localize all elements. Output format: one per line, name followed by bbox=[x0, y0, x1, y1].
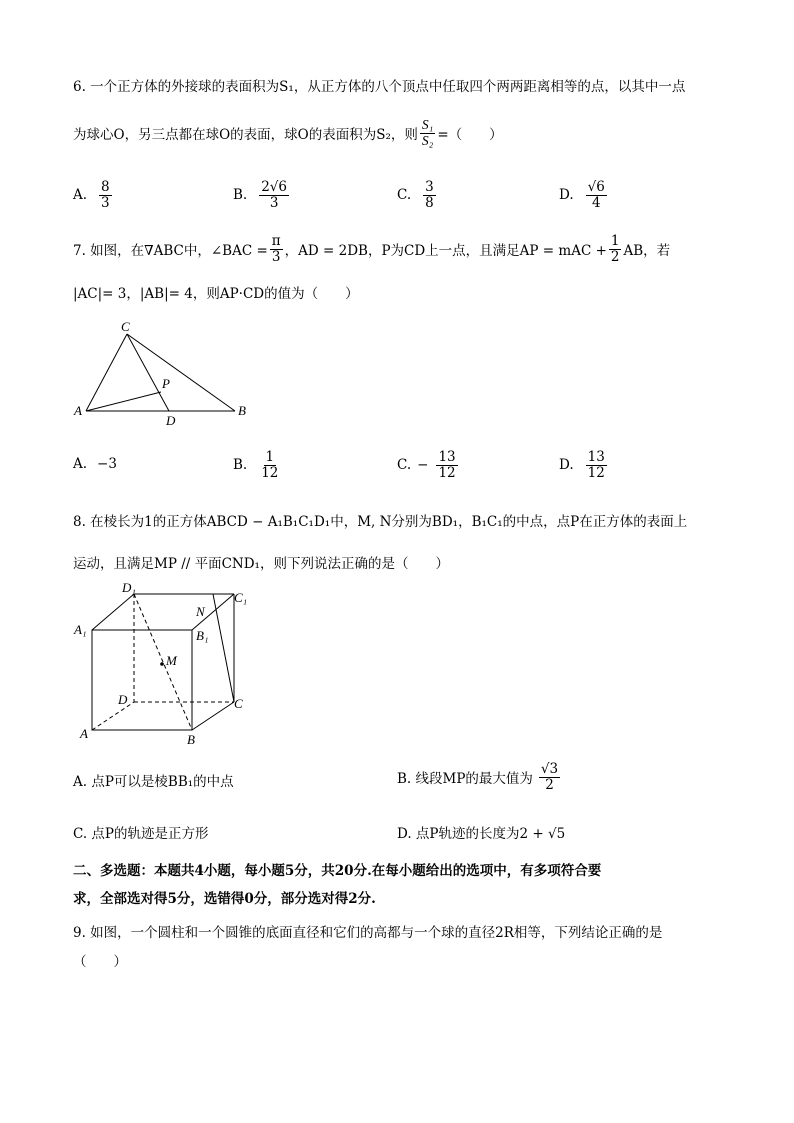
q7-option-b-label: B. bbox=[233, 457, 248, 474]
q9-line2: （ ） bbox=[73, 954, 127, 970]
q6-option-d-label: D. bbox=[559, 187, 574, 204]
q6-ratio-num: S₁ bbox=[421, 117, 434, 132]
q8-point-m bbox=[160, 662, 164, 666]
q6-line2-pre: 为球心O，另三点都在球O的表面，球O的表面积为S₂，则 bbox=[73, 127, 418, 144]
q7-coef-den: 2 bbox=[610, 248, 620, 265]
q7-edge-cb bbox=[127, 334, 235, 411]
q8-front-face bbox=[92, 630, 192, 730]
q8-option-d[interactable]: D. 点P轨迹的长度为2 + √5 bbox=[397, 826, 566, 842]
q8-label-c: C bbox=[234, 696, 243, 711]
q7-option-b-den: 12 bbox=[261, 464, 279, 481]
q8-option-b-text: B. 线段MP的最大值为 bbox=[397, 771, 533, 788]
q6-option-a[interactable] bbox=[73, 180, 114, 211]
q8-label-a: A bbox=[80, 726, 88, 741]
q6-ratio-den: S₂ bbox=[421, 132, 434, 148]
q8-label-m: M bbox=[166, 653, 177, 668]
q8-segment-nc bbox=[213, 594, 234, 702]
q8-cube-figure bbox=[70, 578, 260, 750]
q8-option-b-den: 2 bbox=[545, 776, 554, 793]
q7-option-a-value: −3 bbox=[97, 456, 117, 472]
q7-option-c-sign: − bbox=[417, 457, 429, 474]
q8-line1: 8. 在棱长为1的正方体ABCD − A₁B₁C₁D₁中，M, N分别为BD₁，B₁C₁的中点，点P在正方体的表面上 bbox=[73, 514, 688, 530]
q7-label-p: P bbox=[162, 376, 170, 391]
q7-coef-num: 1 bbox=[610, 233, 620, 249]
q7-line1-b: ，AD = 2DB，P为CD上一点，且满足AP = mAC + bbox=[284, 243, 607, 260]
q7-label-d: D bbox=[166, 413, 176, 428]
q8-edge-a1d1 bbox=[92, 594, 134, 630]
q7-option-c-label: C. bbox=[397, 457, 412, 474]
q7-option-b-num: 1 bbox=[265, 449, 275, 465]
q7-edge-ca bbox=[86, 334, 127, 411]
q7-label-b: B bbox=[238, 403, 246, 418]
q7-label-a: A bbox=[74, 403, 82, 418]
q7-option-d[interactable] bbox=[559, 450, 609, 481]
q7-option-a[interactable] bbox=[73, 456, 117, 472]
q8-diagonal-bd1 bbox=[134, 594, 192, 730]
q7-line1 bbox=[73, 234, 670, 265]
q8-label-b1: B₁ bbox=[196, 628, 209, 643]
q6-option-b-num: 2√6 bbox=[261, 179, 287, 195]
q6-option-c-num: 3 bbox=[425, 179, 434, 195]
q6-option-d-den: 4 bbox=[591, 194, 601, 211]
q7-triangle-figure bbox=[70, 318, 260, 430]
q6-option-a-label: A. bbox=[73, 187, 88, 204]
section2-heading-line2: 求，全部选对得5分，选错得0分，部分选对得2分. bbox=[73, 891, 376, 907]
q6-option-b[interactable] bbox=[233, 180, 291, 211]
q6-option-c-den: 8 bbox=[425, 194, 434, 211]
q7-option-d-den: 12 bbox=[587, 464, 605, 481]
q7-option-c-den: 12 bbox=[438, 464, 456, 481]
q6-ratio bbox=[420, 118, 435, 149]
q8-label-b: B bbox=[187, 732, 195, 747]
q6-option-d[interactable] bbox=[559, 180, 609, 211]
q8-edge-bc bbox=[192, 702, 234, 730]
q6-option-a-num: 8 bbox=[101, 179, 110, 195]
q8-option-b[interactable] bbox=[397, 762, 562, 793]
q8-option-c[interactable]: C. 点P的轨迹是正方形 bbox=[73, 826, 209, 842]
q7-segment-ap bbox=[86, 392, 161, 411]
q7-option-c-num: 13 bbox=[438, 449, 456, 465]
q7-line1-a: 7. 如图，在∇ABC中，∠BAC = bbox=[73, 243, 268, 260]
q7-option-c[interactable] bbox=[397, 450, 460, 481]
q8-hidden-edge-ad bbox=[92, 702, 134, 730]
q7-label-c: C bbox=[121, 319, 130, 334]
q8-label-d1: D₁ bbox=[122, 580, 136, 595]
q8-option-b-num: √3 bbox=[540, 761, 559, 777]
q7-angle-den: 3 bbox=[271, 248, 281, 265]
q7-angle-num: π bbox=[271, 233, 281, 249]
q6-option-c-label: C. bbox=[397, 187, 412, 204]
q6-line2-post: =（ ） bbox=[437, 127, 503, 144]
q7-option-d-label: D. bbox=[559, 457, 574, 474]
q7-option-d-num: 13 bbox=[587, 449, 605, 465]
q8-label-c1: C₁ bbox=[234, 590, 248, 605]
q6-option-a-den: 3 bbox=[101, 194, 110, 211]
q9-line1: 9. 如图，一个圆柱和一个圆锥的底面直径和它们的高都与一个球的直径2R相等，下列结论正确的是 bbox=[73, 925, 663, 941]
q8-label-a1: A₁ bbox=[74, 622, 87, 637]
q7-line1-c: AB，若 bbox=[623, 243, 671, 260]
q6-line2 bbox=[73, 118, 503, 149]
q7-line2: |AC|= 3，|AB|= 4，则AP·CD的值为（ ） bbox=[73, 286, 359, 302]
section2-heading-line1: 二、多选题：本题共4小题，每小题5分，共20分.在每小题给出的选项中，有多项符合要 bbox=[73, 863, 602, 879]
q6-option-b-label: B. bbox=[233, 187, 248, 204]
q6-option-c[interactable] bbox=[397, 180, 438, 211]
q6-option-b-den: 3 bbox=[269, 194, 279, 211]
q8-label-n: N bbox=[196, 604, 205, 619]
q6-option-d-num: √6 bbox=[587, 179, 605, 195]
q7-option-a-label: A. bbox=[73, 456, 88, 472]
q7-option-b[interactable] bbox=[233, 450, 282, 481]
q8-option-a[interactable]: A. 点P可以是棱BB₁的中点 bbox=[73, 774, 234, 790]
q8-line2: 运动，且满足MP // 平面CND₁，则下列说法正确的是（ ） bbox=[73, 556, 449, 572]
q6-line1: 6. 一个正方体的外接球的表面积为S₁，从正方体的八个顶点中任取四个两两距离相等的点，以其中一点 bbox=[73, 79, 686, 95]
q8-label-d: D bbox=[118, 692, 128, 707]
